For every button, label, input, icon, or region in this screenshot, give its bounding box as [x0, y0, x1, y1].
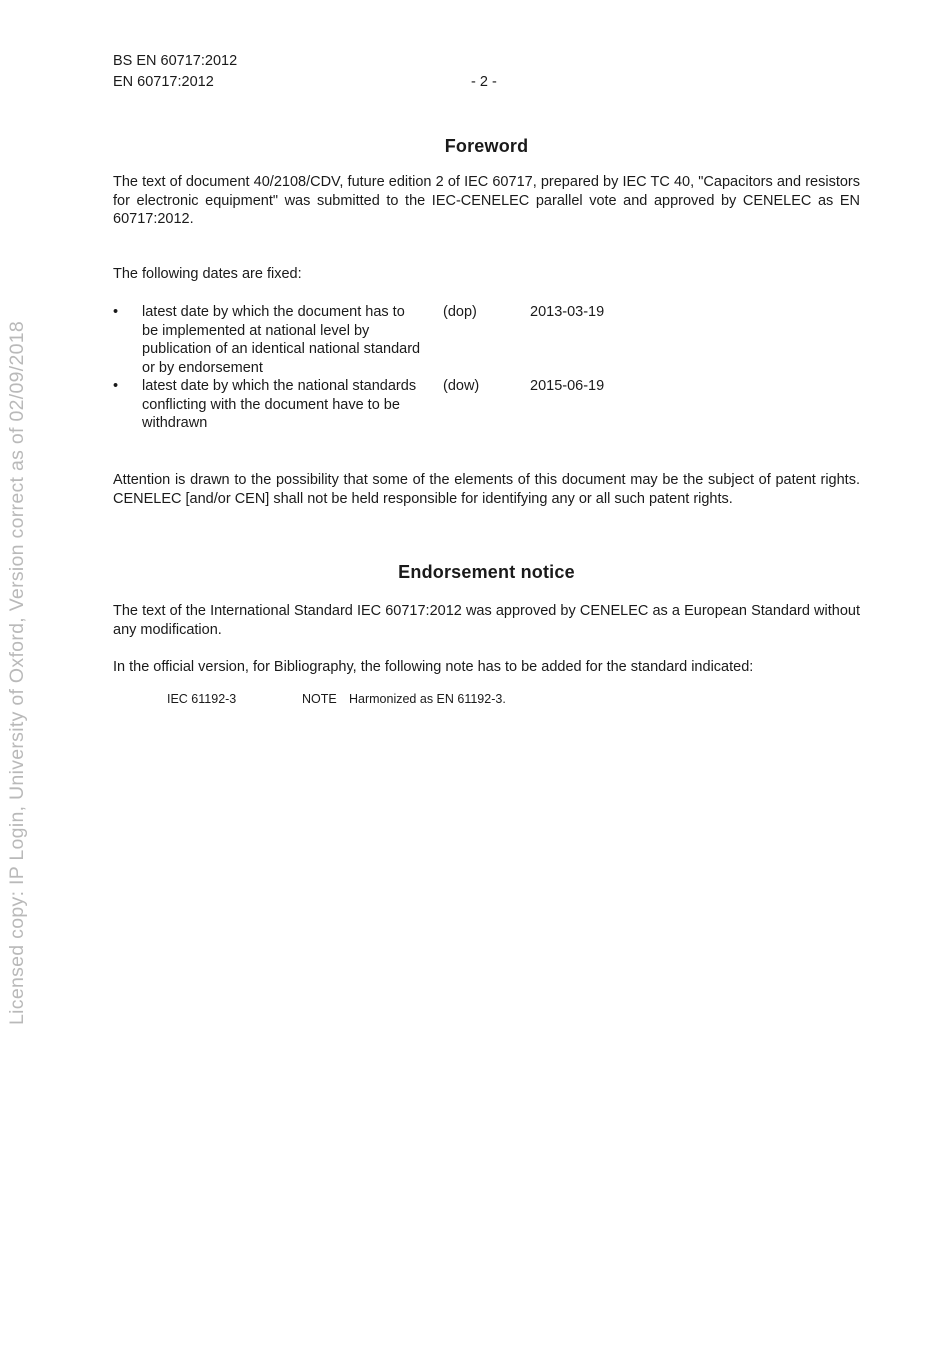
note-label: NOTE	[302, 692, 337, 706]
dates-list	[113, 303, 860, 433]
date-row-dow	[113, 377, 860, 433]
page-number: - 2 -	[471, 74, 497, 90]
license-watermark: Licensed copy: IP Login, University of Oxford, Version correct as of 02/09/2018	[6, 320, 28, 1025]
header-en-designation: EN 60717:2012	[113, 74, 214, 90]
header-bs-designation: BS EN 60717:2012	[113, 53, 238, 69]
date-description: latest date by which the national standards conflicting with the document have to be withdrawn	[142, 378, 417, 431]
date-description: latest date by which the document has to be implemented at national level by publication of an identical national standard or by endorsement	[142, 304, 421, 376]
endorsement-paragraph: The text of the International Standard IEC 60717:2012 was approved by CENELEC as a European Standard without any modification.	[113, 603, 860, 638]
foreword-intro-paragraph: The text of document 40/2108/CDV, future edition 2 of IEC 60717, prepared by IEC TC 40, "Capacitors and resistors for electronic equipment" was submitted to the IEC-CENELEC parallel vote and approved by CENELEC as EN 60717:2012.	[113, 174, 860, 227]
foreword-heading: Foreword	[444, 136, 529, 156]
date-row-dop	[113, 303, 860, 377]
date-value: 2015-06-19	[530, 378, 605, 394]
dates-intro-paragraph: The following dates are fixed:	[113, 266, 302, 282]
bullet-icon: •	[113, 304, 119, 320]
document-header	[113, 51, 237, 93]
date-abbreviation: (dow)	[443, 378, 480, 394]
date-abbreviation: (dop)	[443, 304, 477, 320]
endorsement-heading: Endorsement notice	[398, 562, 575, 582]
note-text: Harmonized as EN 61192-3.	[349, 692, 506, 706]
patent-attention-paragraph: Attention is drawn to the possibility that some of the elements of this document may be the subject of patent rights. CENELEC [and/or CEN] shall not be held responsible for identifying any or all such patent rights.	[113, 472, 860, 507]
note-reference: IEC 61192-3	[167, 692, 237, 706]
bullet-icon: •	[113, 378, 119, 394]
date-value: 2013-03-19	[530, 304, 605, 320]
bibliography-intro-paragraph: In the official version, for Bibliography, the following note has to be added for the standard indicated:	[113, 659, 754, 675]
bibliography-note	[167, 691, 506, 707]
